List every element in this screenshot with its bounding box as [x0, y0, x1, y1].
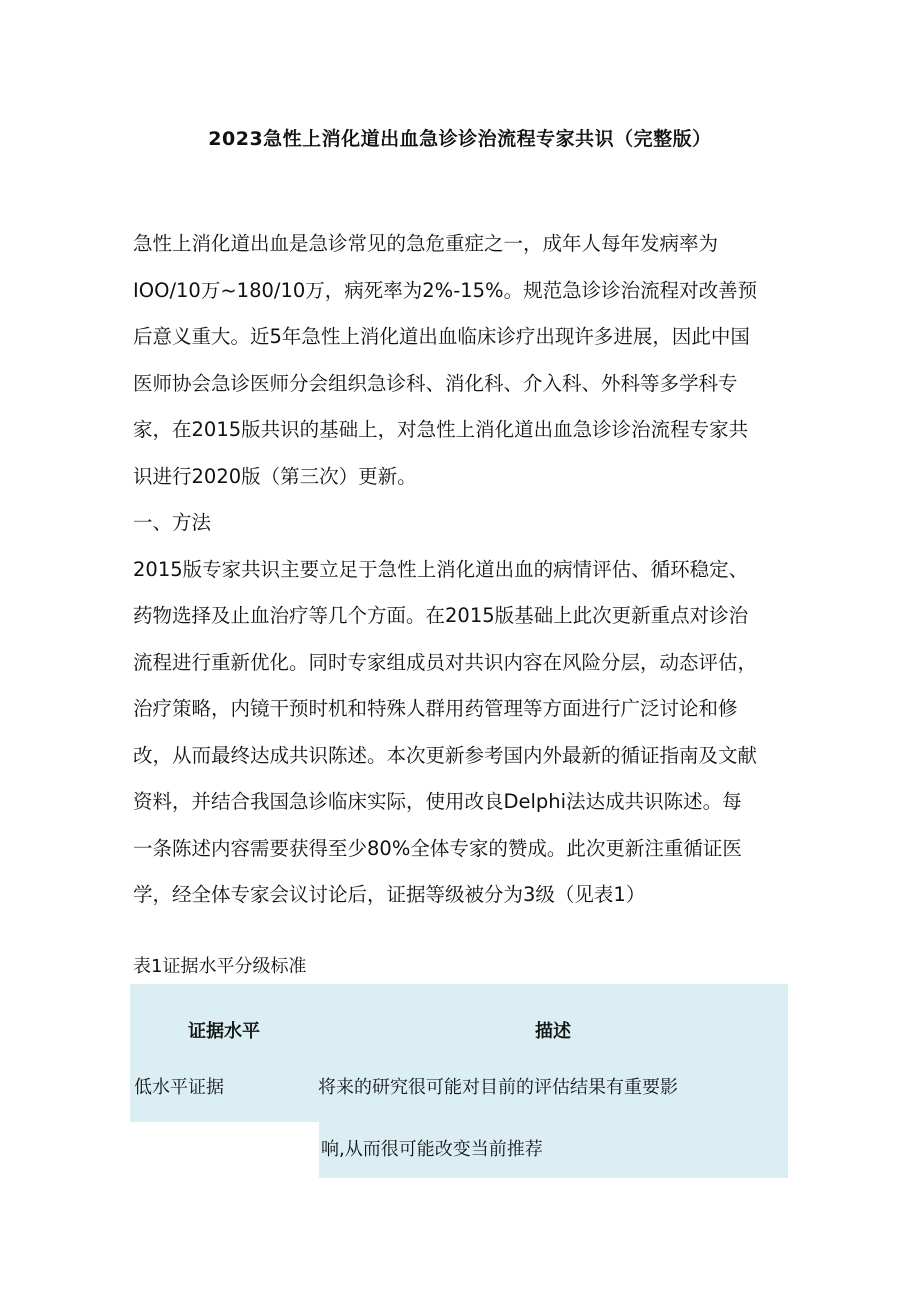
paragraph-line: 学，经全体专家会议讨论后，证据等级被分为3级（见表1） — [133, 883, 646, 906]
table-header-level: 证据水平 — [130, 984, 318, 1056]
table-header-description: 描述 — [318, 984, 788, 1056]
document-title: 2023急性上消化道出血急诊诊治流程专家共识（完整版） — [208, 128, 712, 150]
paragraph-line: 医师协会急诊医师分会组织急诊科、消化科、介入科、外科等多学科专 — [133, 371, 738, 395]
paragraph-line: 后意义重大。近5年急性上消化道出血临床诊疗出现许多进展，因此中国 — [133, 325, 750, 348]
paragraph-line: 急性上消化道出血是急诊常见的急危重症之一，成年人每年发病率为 — [133, 232, 719, 255]
paragraph-line: 资料，并结合我国急诊临床实际，使用改良Delphi法达成共识陈述。每 — [133, 790, 742, 813]
paragraph-line: 一条陈述内容需要获得至少80%全体专家的赞成。此次更新注重循证医 — [133, 836, 742, 860]
paragraph-line: 治疗策略，内镜干预时机和特殊人群用药管理等方面进行广泛讨论和修 — [133, 697, 738, 720]
table-cell-description-continued: 响,从而很可能改变当前推荐 — [319, 1122, 788, 1178]
paragraph-line: 家，在2015版共识的基础上，对急性上消化道出血急诊诊治流程专家共 — [133, 418, 749, 441]
paragraph-line: 流程进行重新优化。同时专家组成员对共识内容在风险分层，动态评估， — [133, 650, 758, 674]
document-body — [133, 226, 793, 924]
paragraph-line: 识进行2020版（第三次）更新。 — [133, 464, 417, 488]
table-caption: 表1证据水平分级标准 — [133, 956, 307, 977]
paragraph-line: IOO/10万~180/10万，病死率为2%-15%。规范急诊诊治流程对改善预 — [133, 278, 758, 302]
paragraph-line: 2015版专家共识主要立足于急性上消化道出血的病情评估、循环稳定、 — [133, 557, 749, 581]
section-heading: 一、方法 — [133, 511, 212, 534]
table-cell-level: 低水平证据 — [130, 1056, 318, 1122]
paragraph-line: 药物选择及止血治疗等几个方面。在2015版基础上此次更新重点对诊治 — [133, 604, 749, 627]
paragraph-line: 改，从而最终达成共识陈述。本次更新参考国内外最新的循证指南及文献 — [133, 743, 758, 767]
evidence-level-table — [130, 984, 788, 1178]
table-cell-description: 将来的研究很可能对目前的评估结果有重要影 — [318, 1056, 788, 1122]
